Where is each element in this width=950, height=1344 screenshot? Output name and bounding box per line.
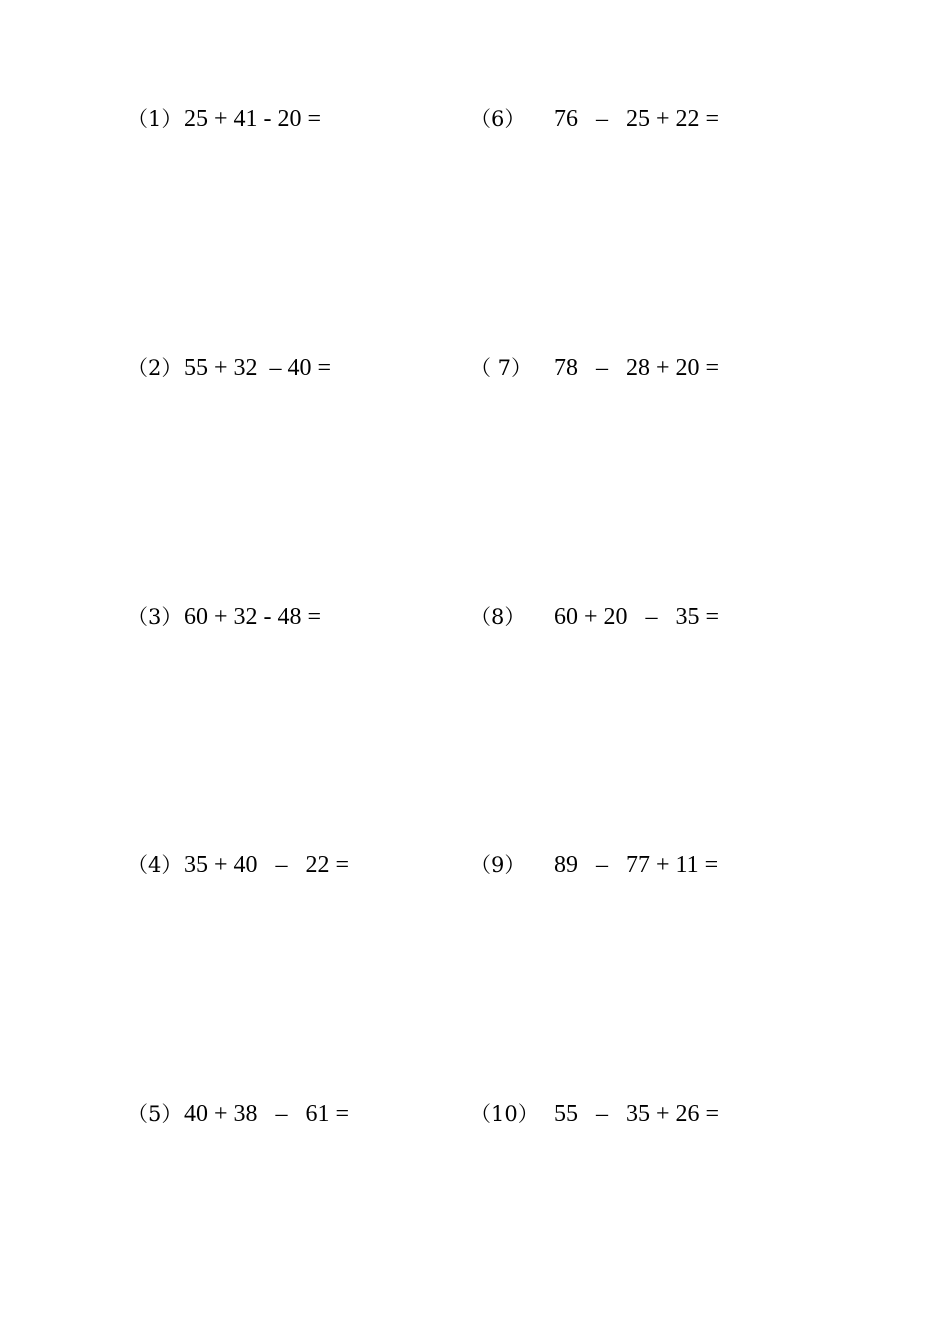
problem-5: [103, 1069, 350, 1127]
problem-number: （3）: [127, 605, 183, 629]
problem-number: （5）: [127, 1102, 183, 1126]
problem-expression: 76 – 25 + 22 =: [554, 106, 720, 132]
problem-10: [446, 1069, 720, 1127]
problem-expression: 35 + 40 – 22 =: [184, 852, 350, 878]
problem-expression: 89 – 77 + 11 =: [554, 852, 719, 878]
problem-number: （8）: [470, 605, 526, 629]
problem-2: [103, 323, 332, 381]
problem-1: [103, 74, 322, 132]
problem-expression: 40 + 38 – 61 =: [184, 1101, 350, 1127]
problem-7: [446, 323, 720, 381]
problem-expression: 78 – 28 + 20 =: [554, 355, 720, 381]
problem-expression: 60 + 20 – 35 =: [554, 604, 720, 630]
problem-expression: 60 + 32 - 48 =: [184, 604, 322, 630]
problem-expression: 55 + 32 – 40 =: [184, 355, 332, 381]
problem-3: [103, 572, 322, 630]
problem-number: （10）: [470, 1102, 539, 1126]
problem-number: （2）: [127, 356, 183, 380]
problem-8: [446, 572, 720, 630]
problem-number: （ 7）: [470, 356, 533, 380]
problem-number: （6）: [470, 107, 526, 131]
problem-number: （1）: [127, 107, 183, 131]
problem-number: （9）: [470, 853, 526, 877]
problem-expression: 55 – 35 + 26 =: [554, 1101, 720, 1127]
problem-expression: 25 + 41 - 20 =: [184, 106, 322, 132]
problem-number: （4）: [127, 853, 183, 877]
problem-6: [446, 74, 720, 132]
problem-4: [103, 820, 350, 878]
problem-9: [446, 820, 719, 878]
